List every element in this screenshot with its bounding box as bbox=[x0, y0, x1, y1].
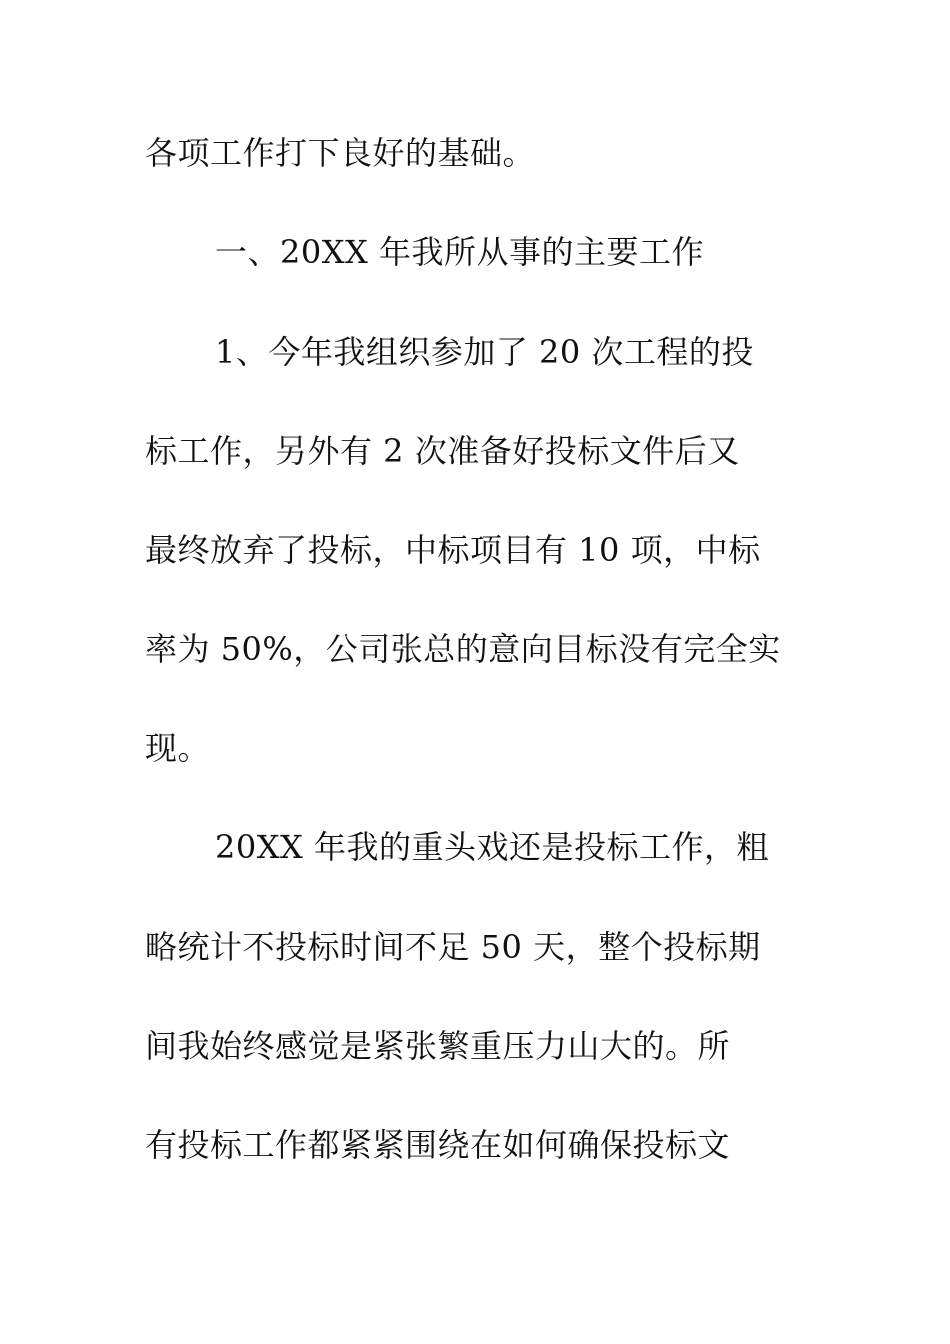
section-heading: 一、20XX 年我所从事的主要工作 bbox=[215, 233, 704, 271]
text-line: 最终放弃了投标，中标项目有 10 项，中标 bbox=[145, 531, 761, 569]
text-line: 率为 50%，公司张总的意向目标没有完全实 bbox=[145, 630, 781, 668]
text-line: 现。 bbox=[145, 729, 211, 767]
text-line: 20XX 年我的重头戏还是投标工作，粗 bbox=[215, 828, 769, 866]
text-line: 各项工作打下良好的基础。 bbox=[145, 134, 536, 172]
text-line: 略统计不投标时间不足 50 天，整个投标期 bbox=[145, 928, 761, 966]
text-line: 间我始终感觉是紧张繁重压力山大的。所 bbox=[145, 1027, 731, 1065]
text-line: 1、今年我组织参加了 20 次工程的投 bbox=[215, 333, 754, 371]
text-line: 标工作，另外有 2 次准备好投标文件后又 bbox=[145, 432, 740, 470]
text-line: 有投标工作都紧紧围绕在如何确保投标文 bbox=[145, 1126, 731, 1164]
